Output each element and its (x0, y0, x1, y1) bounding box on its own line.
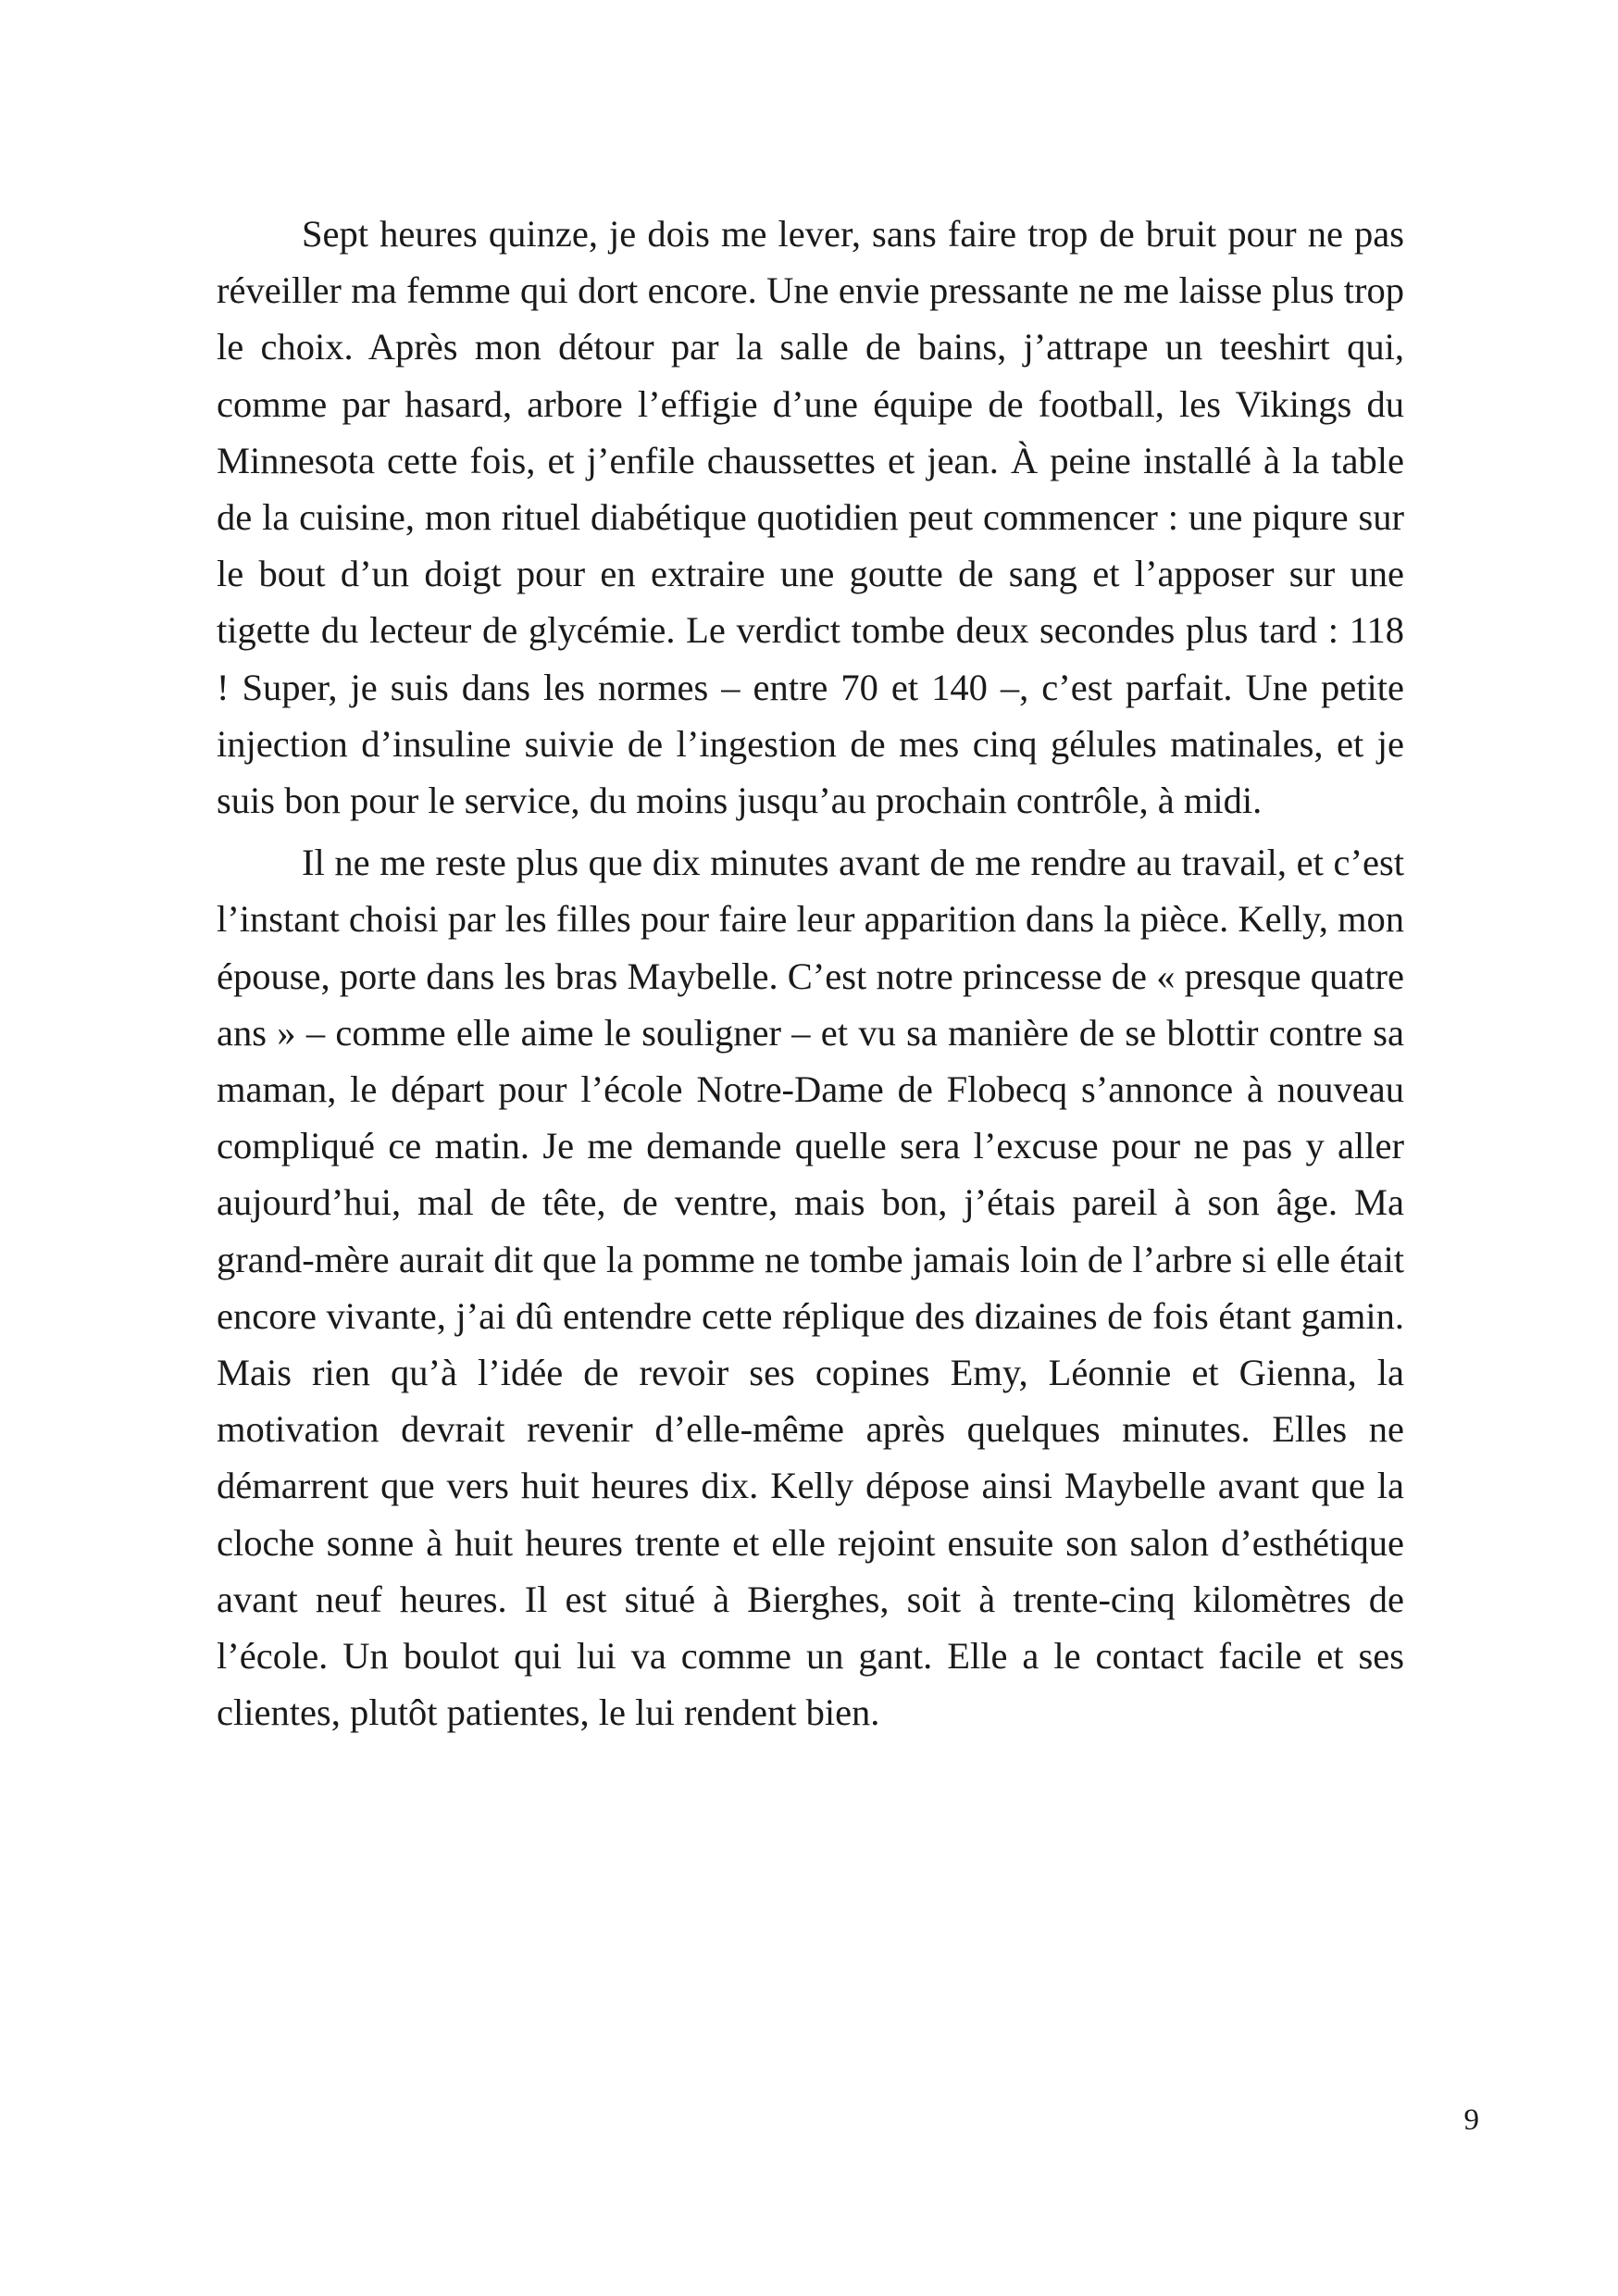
page-number: 9 (1463, 2103, 1479, 2137)
paragraph-2: Il ne me reste plus que dix minutes avant de me rendre au travail, et c’est l’instant choisi par les filles pour faire leur apparition dans la pièce. Kelly, mon épouse, porte dans les bras Maybelle. C’est notre princesse de « presque quatre ans » – comme elle aime le souligner – et vu sa manière de se blottir contre sa maman, le départ pour l’école Notre-Dame de Flobecq s’annonce à nouveau compliqué ce matin. Je me demande quelle sera l’excuse pour ne pas y aller aujourd’hui, mal de tête, de ventre, mais bon, j’étais pareil à son âge. Ma grand-mère aurait dit que la pomme ne tombe jamais loin de l’arbre si elle était encore vivante, j’ai dû entendre cette réplique des dizaines de fois étant gamin. Mais rien qu’à l’idée de revoir ses copines Emy, Léonnie et Gienna, la motivation devrait revenir d’elle-même après quelques minutes. Elles ne démarrent que vers huit heures dix. Kelly dépose ainsi Maybelle avant que la cloche sonne à huit heures trente et elle rejoint ensuite son salon d’esthétique avant neuf heures. Il est situé à Bierghes, soit à trente-cinq kilomètres de l’école. Un boulot qui lui va comme un gant. Elle a le contact facile et ses clientes, plutôt patientes, le lui rendent bien. (217, 842, 1404, 1734)
body-text (217, 206, 1404, 1746)
paragraph-1: Sept heures quinze, je dois me lever, sans faire trop de bruit pour ne pas réveiller ma femme qui dort encore. Une envie pressante ne me laisse plus trop le choix. Après mon détour par la salle de bains, j’attrape un teeshirt qui, comme par hasard, arbore l’effigie d’une équipe de football, les Vikings du Minnesota cette fois, et j’enfile chaussettes et jean. À peine installé à la table de la cuisine, mon rituel diabétique quotidien peut commencer : une piqure sur le bout d’un doigt pour en extraire une goutte de sang et l’apposer sur une tigette du lecteur de glycémie. Le verdict tombe deux secondes plus tard : 118 ! Super, je suis dans les normes – entre 70 et 140 –, c’est parfait. Une petite injection d’insuline suivie de l’ingestion de mes cinq gélules matinales, et je suis bon pour le service, du moins jusqu’au prochain contrôle, à midi. (217, 213, 1404, 822)
